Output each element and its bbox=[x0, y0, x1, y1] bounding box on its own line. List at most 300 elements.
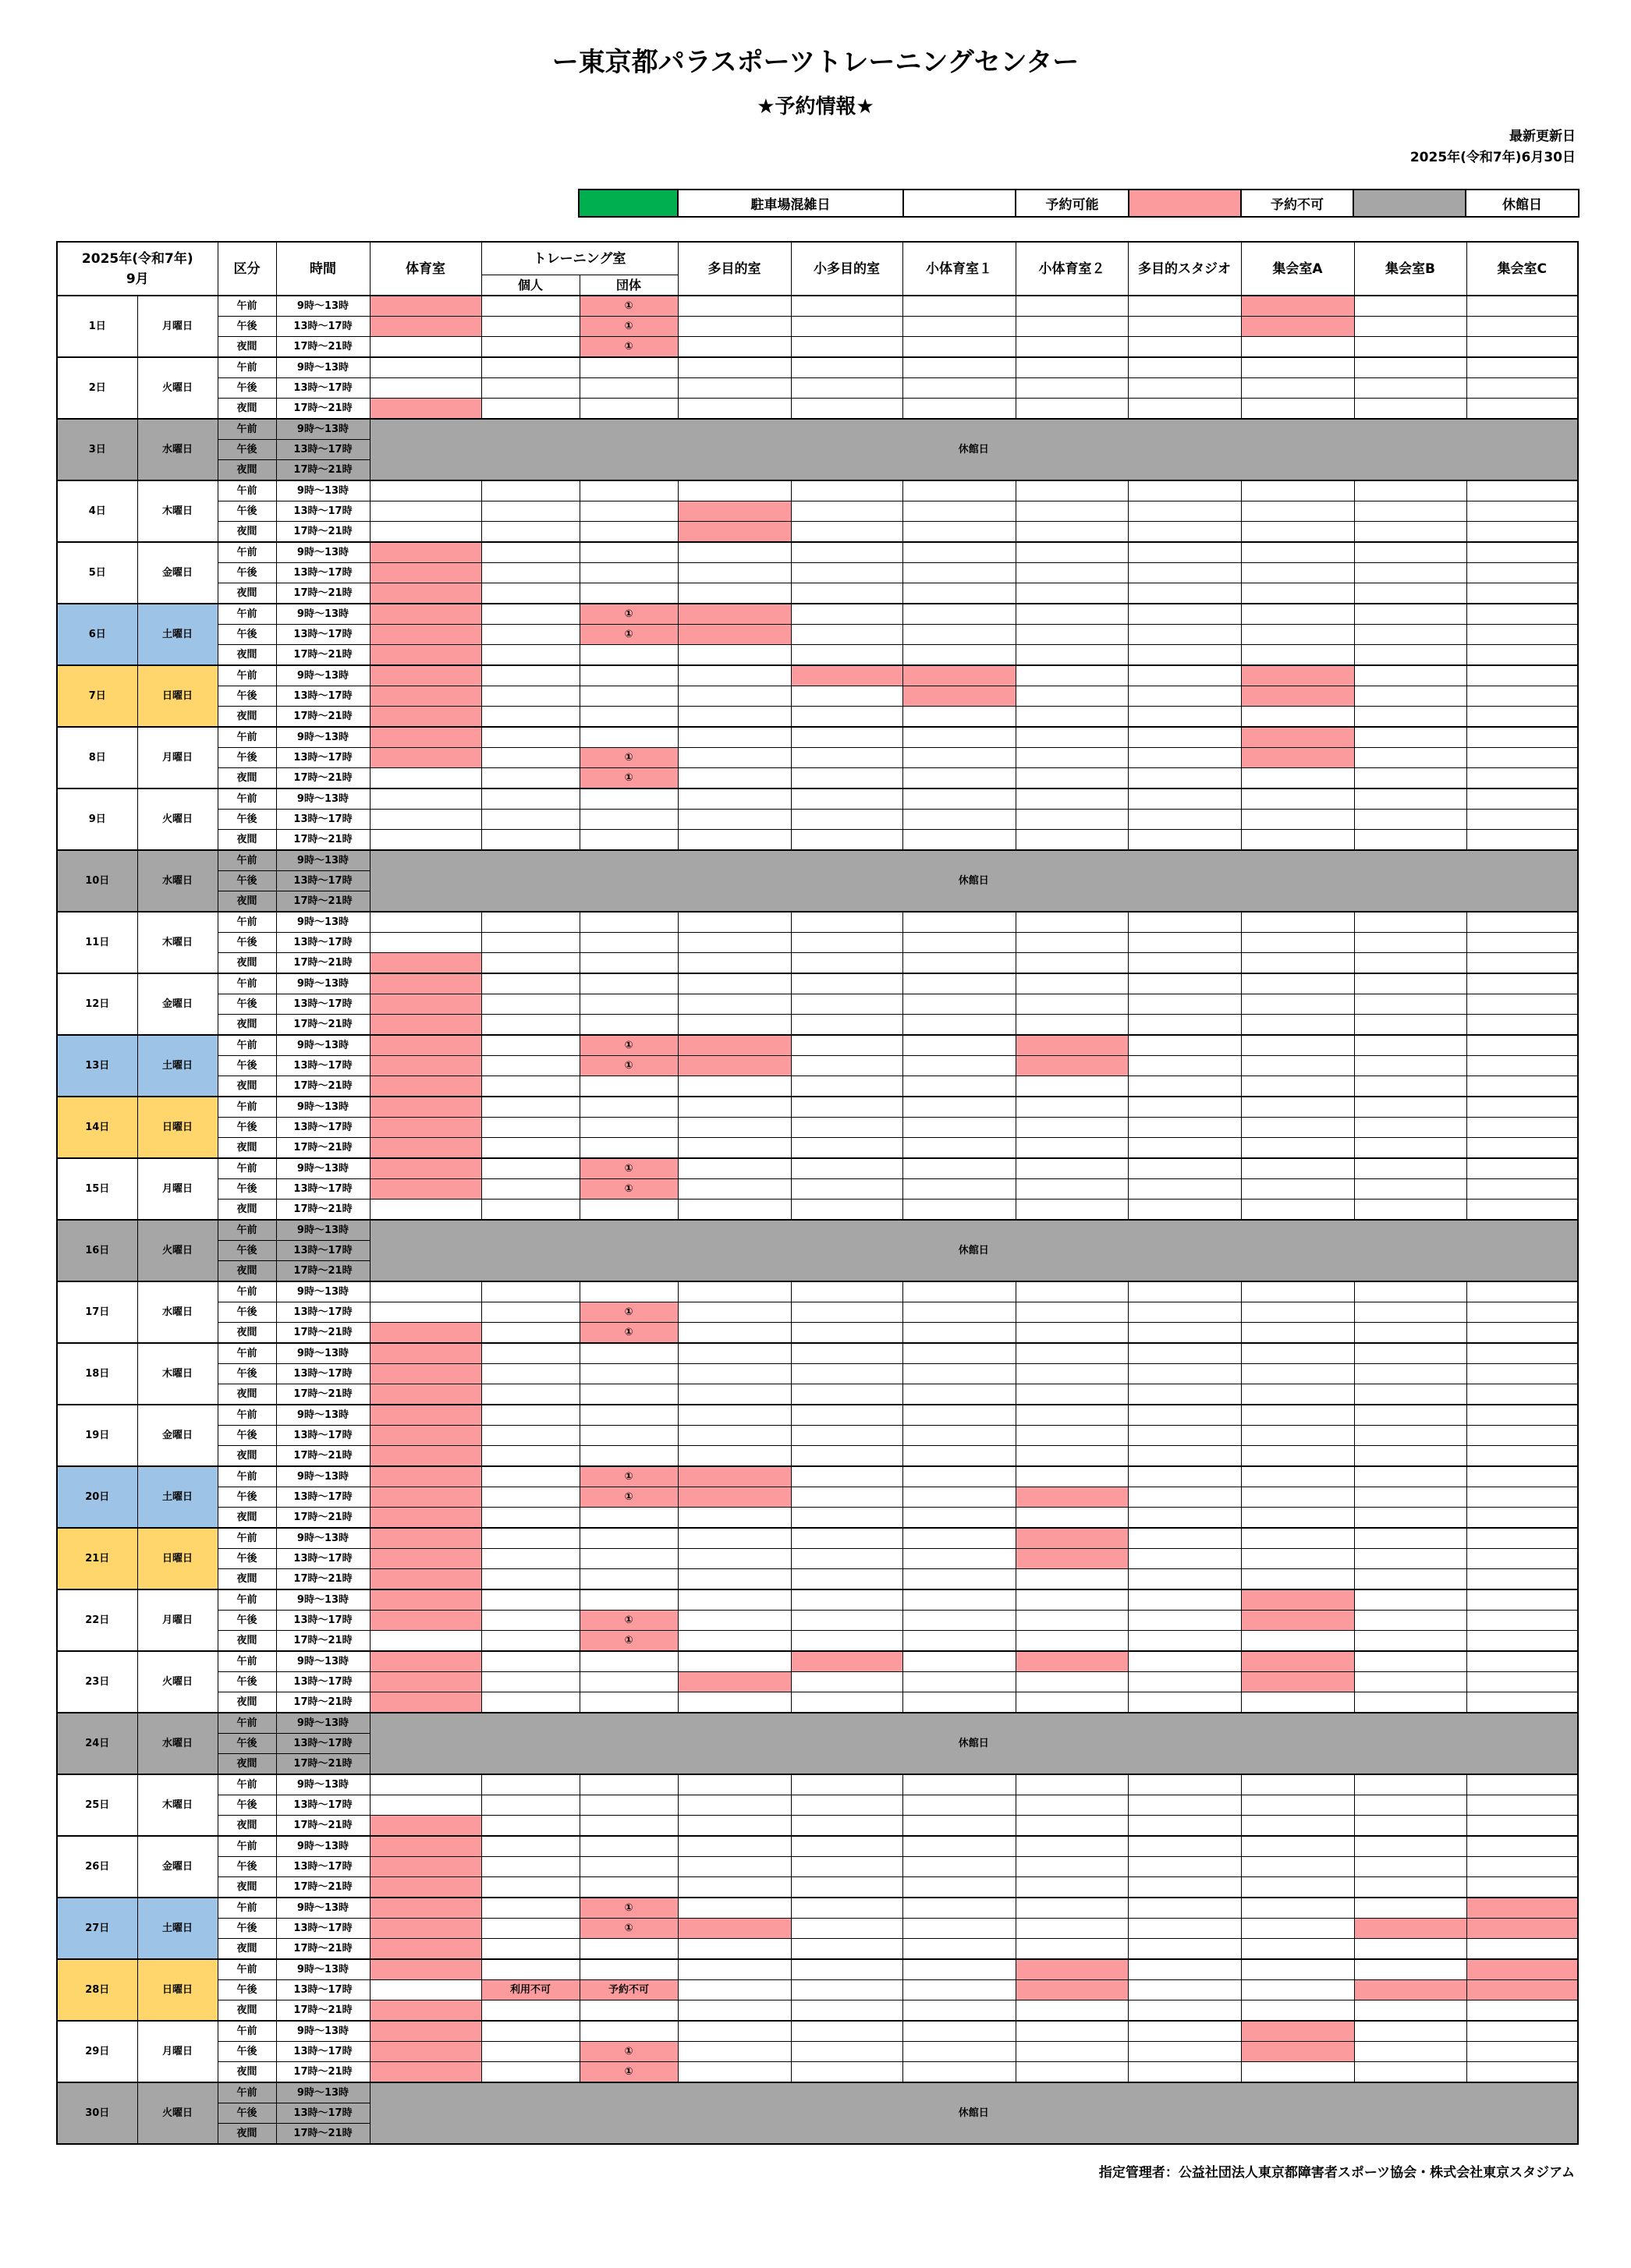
period-label: 夜間 bbox=[218, 1323, 276, 1344]
availability-cell bbox=[1241, 563, 1354, 583]
availability-cell bbox=[678, 1549, 791, 1569]
availability-cell bbox=[1016, 912, 1128, 933]
table-row bbox=[57, 2000, 1578, 2022]
availability-cell bbox=[678, 317, 791, 337]
availability-cell bbox=[902, 1919, 1016, 1939]
availability-cell bbox=[1128, 1384, 1241, 1405]
availability-cell bbox=[481, 1857, 580, 1877]
availability-cell bbox=[580, 830, 678, 851]
availability-cell bbox=[580, 2000, 678, 2022]
availability-cell bbox=[1241, 810, 1354, 830]
availability-cell bbox=[902, 1631, 1016, 1652]
availability-cell bbox=[370, 707, 481, 728]
availability-cell bbox=[481, 1692, 580, 1713]
availability-cell bbox=[791, 1939, 902, 1960]
availability-cell bbox=[791, 1980, 902, 2000]
month-header: 2025年(令和7年) 9月 bbox=[57, 242, 218, 296]
availability-cell bbox=[791, 1076, 902, 1097]
period-time: 17時～21時 bbox=[276, 1384, 370, 1405]
availability-cell bbox=[1016, 1138, 1128, 1159]
availability-cell bbox=[678, 1281, 791, 1302]
period-label: 夜間 bbox=[218, 1508, 276, 1529]
availability-cell bbox=[1466, 1097, 1578, 1118]
table-row bbox=[57, 2021, 1578, 2042]
period-label: 午前 bbox=[218, 1097, 276, 1118]
availability-cell bbox=[1016, 1836, 1128, 1857]
availability-cell bbox=[370, 542, 481, 563]
availability-cell bbox=[370, 912, 481, 933]
availability-cell bbox=[1241, 378, 1354, 399]
table-row bbox=[57, 1015, 1578, 1036]
availability-cell bbox=[370, 1076, 481, 1097]
availability-cell bbox=[370, 1035, 481, 1056]
table-row bbox=[57, 645, 1578, 666]
availability-cell bbox=[1354, 542, 1466, 563]
availability-cell bbox=[1466, 1302, 1578, 1323]
availability-cell bbox=[1354, 296, 1466, 317]
period-time: 13時～17時 bbox=[276, 501, 370, 522]
table-row bbox=[57, 1076, 1578, 1097]
reservation-table bbox=[56, 241, 1579, 2145]
availability-cell bbox=[1241, 1939, 1354, 1960]
period-time: 13時～17時 bbox=[276, 1487, 370, 1508]
availability-cell bbox=[678, 1426, 791, 1446]
availability-cell bbox=[1466, 1035, 1578, 1056]
period-label: 午前 bbox=[218, 1405, 276, 1426]
availability-cell bbox=[791, 830, 902, 851]
availability-cell bbox=[1016, 2062, 1128, 2083]
availability-cell bbox=[1466, 665, 1578, 686]
availability-cell bbox=[902, 933, 1016, 953]
period-label: 午後 bbox=[218, 1549, 276, 1569]
availability-cell bbox=[791, 1857, 902, 1877]
availability-cell bbox=[678, 1672, 791, 1692]
period-label: 午前 bbox=[218, 1836, 276, 1857]
availability-cell bbox=[791, 2021, 902, 2042]
table-row bbox=[57, 1138, 1578, 1159]
period-label: 夜間 bbox=[218, 645, 276, 666]
availability-cell bbox=[902, 830, 1016, 851]
availability-cell bbox=[1128, 1549, 1241, 1569]
availability-cell bbox=[580, 378, 678, 399]
availability-cell bbox=[1354, 1343, 1466, 1364]
availability-cell bbox=[1128, 1302, 1241, 1323]
availability-cell bbox=[1354, 912, 1466, 933]
table-row bbox=[57, 1877, 1578, 1898]
availability-cell bbox=[1016, 1035, 1128, 1056]
day-cell: 2日 bbox=[57, 357, 137, 419]
availability-cell bbox=[580, 1097, 678, 1118]
day-cell: 6日 bbox=[57, 604, 137, 665]
table-row bbox=[57, 933, 1578, 953]
period-time: 17時～21時 bbox=[276, 399, 370, 420]
table-row bbox=[57, 563, 1578, 583]
availability-cell bbox=[1354, 357, 1466, 378]
availability-cell bbox=[902, 686, 1016, 707]
weekday-cell: 月曜日 bbox=[137, 2021, 218, 2082]
availability-cell bbox=[580, 1795, 678, 1816]
availability-cell bbox=[791, 748, 902, 768]
availability-cell bbox=[1128, 748, 1241, 768]
availability-cell bbox=[1016, 1487, 1128, 1508]
availability-cell bbox=[370, 1549, 481, 1569]
day-cell: 8日 bbox=[57, 727, 137, 788]
weekday-cell: 水曜日 bbox=[137, 850, 218, 912]
weekday-cell: 水曜日 bbox=[137, 1713, 218, 1774]
availability-cell bbox=[1354, 1672, 1466, 1692]
availability-cell bbox=[481, 1898, 580, 1919]
availability-cell bbox=[1466, 1816, 1578, 1837]
availability-cell bbox=[580, 1343, 678, 1364]
availability-cell bbox=[1354, 768, 1466, 789]
availability-cell bbox=[1466, 1836, 1578, 1857]
availability-cell bbox=[1016, 583, 1128, 604]
availability-cell bbox=[1016, 1651, 1128, 1672]
availability-cell bbox=[1466, 645, 1578, 666]
availability-cell bbox=[580, 522, 678, 543]
availability-cell bbox=[902, 2062, 1016, 2083]
availability-cell: ① bbox=[580, 1179, 678, 1200]
availability-cell bbox=[580, 1877, 678, 1898]
availability-cell bbox=[1466, 1919, 1578, 1939]
availability-cell bbox=[1241, 953, 1354, 974]
availability-cell bbox=[902, 317, 1016, 337]
availability-cell bbox=[902, 1281, 1016, 1302]
period-label: 午前 bbox=[218, 1713, 276, 1734]
availability-cell bbox=[678, 2000, 791, 2022]
availability-cell bbox=[481, 317, 580, 337]
availability-cell bbox=[370, 522, 481, 543]
availability-cell bbox=[791, 1179, 902, 1200]
availability-cell bbox=[481, 1487, 580, 1508]
table-row bbox=[57, 1774, 1578, 1795]
availability-cell bbox=[1241, 1528, 1354, 1549]
availability-cell bbox=[1241, 1919, 1354, 1939]
footer-manager: 指定管理者：公益社団法人東京都障害者スポーツ協会・株式会社東京スタジアム bbox=[1098, 2165, 1575, 2181]
availability-cell bbox=[678, 748, 791, 768]
availability-cell bbox=[1016, 1672, 1128, 1692]
table-row bbox=[57, 1898, 1578, 1919]
availability-cell bbox=[902, 357, 1016, 378]
availability-cell bbox=[791, 953, 902, 974]
day-cell: 18日 bbox=[57, 1343, 137, 1405]
availability-cell bbox=[1354, 1631, 1466, 1652]
period-time: 13時～17時 bbox=[276, 1364, 370, 1384]
availability-cell bbox=[791, 1158, 902, 1179]
availability-cell bbox=[902, 1651, 1016, 1672]
availability-cell bbox=[1016, 1118, 1128, 1138]
availability-cell bbox=[1354, 953, 1466, 974]
period-time: 17時～21時 bbox=[276, 1939, 370, 1960]
availability-cell bbox=[1016, 810, 1128, 830]
period-time: 17時～21時 bbox=[276, 1446, 370, 1467]
availability-cell bbox=[1466, 1589, 1578, 1611]
period-time: 9時～13時 bbox=[276, 1035, 370, 1056]
weekday-cell: 木曜日 bbox=[137, 912, 218, 973]
availability-cell bbox=[481, 583, 580, 604]
availability-cell bbox=[1016, 1589, 1128, 1611]
availability-cell bbox=[1128, 296, 1241, 317]
availability-cell bbox=[1241, 1857, 1354, 1877]
availability-cell bbox=[1354, 1549, 1466, 1569]
table-row bbox=[57, 542, 1578, 563]
availability-cell bbox=[370, 583, 481, 604]
availability-cell bbox=[1241, 1651, 1354, 1672]
availability-cell bbox=[678, 707, 791, 728]
table-row bbox=[57, 2042, 1578, 2062]
period-label: 午後 bbox=[218, 317, 276, 337]
period-label: 午後 bbox=[218, 1426, 276, 1446]
availability-cell bbox=[1466, 1405, 1578, 1426]
availability-cell bbox=[1016, 994, 1128, 1015]
table-row bbox=[57, 625, 1578, 645]
availability-cell bbox=[791, 1056, 902, 1076]
legend-swatch-unavailable bbox=[1129, 190, 1241, 217]
availability-cell bbox=[1466, 1651, 1578, 1672]
availability-cell bbox=[370, 1097, 481, 1118]
updated-label: 最新更新日 bbox=[1509, 129, 1576, 144]
period-time: 9時～13時 bbox=[276, 2021, 370, 2042]
availability-cell bbox=[1016, 563, 1128, 583]
availability-cell bbox=[1354, 1589, 1466, 1611]
period-label: 午後 bbox=[218, 810, 276, 830]
page-title: ー東京都パラスポーツトレーニングセンター bbox=[551, 47, 1080, 78]
period-label: 午前 bbox=[218, 357, 276, 378]
availability-cell bbox=[902, 1323, 1016, 1344]
availability-cell bbox=[1128, 378, 1241, 399]
table-row bbox=[57, 727, 1578, 748]
availability-cell: ① bbox=[580, 625, 678, 645]
availability-cell bbox=[1241, 1816, 1354, 1837]
availability-cell bbox=[902, 810, 1016, 830]
availability-cell bbox=[1466, 1692, 1578, 1713]
availability-cell bbox=[1241, 830, 1354, 851]
period-time: 13時～17時 bbox=[276, 1611, 370, 1631]
availability-cell bbox=[481, 1138, 580, 1159]
availability-cell bbox=[1354, 563, 1466, 583]
availability-cell: ① bbox=[580, 2062, 678, 2083]
availability-cell bbox=[370, 1774, 481, 1795]
table-row bbox=[57, 1220, 1578, 1241]
availability-cell bbox=[1466, 1795, 1578, 1816]
period-time: 9時～13時 bbox=[276, 1589, 370, 1611]
availability-cell bbox=[1128, 1569, 1241, 1590]
training-group-header: 団体 bbox=[580, 275, 678, 296]
availability-cell bbox=[580, 563, 678, 583]
availability-cell bbox=[1128, 707, 1241, 728]
weekday-cell: 木曜日 bbox=[137, 1343, 218, 1405]
availability-cell bbox=[1128, 563, 1241, 583]
availability-cell bbox=[791, 399, 902, 420]
availability-cell bbox=[1016, 686, 1128, 707]
period-time: 13時～17時 bbox=[276, 1118, 370, 1138]
closed-day-banner: 休館日 bbox=[370, 1713, 1578, 1774]
availability-cell bbox=[1128, 830, 1241, 851]
availability-cell bbox=[791, 1405, 902, 1426]
period-label: 午前 bbox=[218, 296, 276, 317]
availability-cell bbox=[902, 912, 1016, 933]
day-cell: 1日 bbox=[57, 296, 137, 357]
period-time: 9時～13時 bbox=[276, 604, 370, 625]
availability-cell bbox=[791, 645, 902, 666]
availability-cell bbox=[370, 1405, 481, 1426]
availability-cell bbox=[678, 542, 791, 563]
availability-cell bbox=[678, 1589, 791, 1611]
availability-cell bbox=[481, 1200, 580, 1221]
period-time: 13時～17時 bbox=[276, 378, 370, 399]
availability-cell bbox=[902, 994, 1016, 1015]
period-label: 夜間 bbox=[218, 1569, 276, 1590]
availability-cell bbox=[1241, 1898, 1354, 1919]
period-time: 13時～17時 bbox=[276, 1734, 370, 1754]
availability-cell bbox=[481, 1651, 580, 1672]
availability-cell bbox=[902, 1795, 1016, 1816]
availability-cell bbox=[791, 788, 902, 810]
availability-cell bbox=[1354, 480, 1466, 501]
availability-cell bbox=[1241, 748, 1354, 768]
availability-cell bbox=[791, 1323, 902, 1344]
table-row bbox=[57, 788, 1578, 810]
availability-cell bbox=[1128, 1651, 1241, 1672]
period-label: 午前 bbox=[218, 1959, 276, 1980]
availability-cell bbox=[1354, 810, 1466, 830]
availability-cell bbox=[678, 1611, 791, 1631]
period-label: 夜間 bbox=[218, 1200, 276, 1221]
period-time: 13時～17時 bbox=[276, 563, 370, 583]
weekday-cell: 火曜日 bbox=[137, 1220, 218, 1281]
availability-cell bbox=[678, 665, 791, 686]
period-time: 17時～21時 bbox=[276, 1138, 370, 1159]
availability-cell bbox=[1241, 480, 1354, 501]
availability-cell bbox=[481, 1589, 580, 1611]
availability-cell bbox=[902, 1200, 1016, 1221]
availability-cell bbox=[1466, 1487, 1578, 1508]
availability-cell bbox=[1354, 2042, 1466, 2062]
availability-cell bbox=[1354, 933, 1466, 953]
availability-cell bbox=[902, 1097, 1016, 1118]
availability-cell bbox=[481, 953, 580, 974]
availability-cell bbox=[370, 625, 481, 645]
availability-cell bbox=[370, 768, 481, 789]
weekday-cell: 火曜日 bbox=[137, 788, 218, 850]
availability-cell bbox=[791, 2000, 902, 2022]
availability-cell bbox=[1354, 973, 1466, 994]
availability-cell bbox=[1354, 583, 1466, 604]
availability-cell bbox=[791, 1774, 902, 1795]
period-label: 夜間 bbox=[218, 1384, 276, 1405]
period-label: 夜間 bbox=[218, 830, 276, 851]
period-label: 午後 bbox=[218, 1672, 276, 1692]
availability-cell bbox=[370, 1426, 481, 1446]
availability-cell bbox=[1128, 522, 1241, 543]
table-row bbox=[57, 1466, 1578, 1487]
facility-header-gym: 体育室 bbox=[370, 242, 481, 296]
availability-cell bbox=[1466, 1158, 1578, 1179]
period-time: 13時～17時 bbox=[276, 1980, 370, 2000]
availability-cell bbox=[1241, 1343, 1354, 1364]
availability-cell bbox=[1128, 1487, 1241, 1508]
availability-cell bbox=[481, 1405, 580, 1426]
availability-cell bbox=[1128, 1015, 1241, 1036]
availability-cell bbox=[1016, 707, 1128, 728]
availability-cell bbox=[1466, 1466, 1578, 1487]
availability-cell bbox=[791, 1426, 902, 1446]
availability-cell bbox=[1016, 2021, 1128, 2042]
availability-cell bbox=[370, 399, 481, 420]
availability-cell bbox=[791, 1281, 902, 1302]
availability-cell bbox=[1466, 1426, 1578, 1446]
availability-cell bbox=[481, 337, 580, 358]
availability-cell bbox=[1241, 1959, 1354, 1980]
availability-cell bbox=[678, 1138, 791, 1159]
availability-cell bbox=[678, 1898, 791, 1919]
availability-cell bbox=[902, 1364, 1016, 1384]
period-label: 午前 bbox=[218, 1343, 276, 1364]
availability-cell bbox=[1128, 1611, 1241, 1631]
availability-cell bbox=[1466, 1877, 1578, 1898]
availability-cell bbox=[370, 1200, 481, 1221]
availability-cell bbox=[1241, 2042, 1354, 2062]
period-time: 9時～13時 bbox=[276, 1774, 370, 1795]
availability-cell bbox=[678, 604, 791, 625]
availability-cell bbox=[678, 1857, 791, 1877]
availability-cell bbox=[1128, 1528, 1241, 1549]
availability-cell bbox=[1016, 1281, 1128, 1302]
availability-cell bbox=[481, 1426, 580, 1446]
availability-cell bbox=[1241, 604, 1354, 625]
availability-cell bbox=[902, 399, 1016, 420]
table-row bbox=[57, 1816, 1578, 1837]
period-time: 13時～17時 bbox=[276, 994, 370, 1015]
day-cell: 28日 bbox=[57, 1959, 137, 2021]
availability-cell bbox=[902, 1015, 1016, 1036]
availability-cell bbox=[1128, 337, 1241, 358]
availability-cell bbox=[1128, 604, 1241, 625]
availability-cell bbox=[1241, 707, 1354, 728]
availability-cell bbox=[791, 296, 902, 317]
availability-cell bbox=[1466, 1179, 1578, 1200]
availability-cell bbox=[370, 1056, 481, 1076]
availability-cell bbox=[1128, 665, 1241, 686]
availability-cell bbox=[1466, 933, 1578, 953]
availability-cell bbox=[1241, 399, 1354, 420]
availability-cell bbox=[1128, 1426, 1241, 1446]
facility-header-meeting-b: 集会室B bbox=[1354, 242, 1466, 296]
availability-cell bbox=[1241, 1508, 1354, 1529]
period-time: 13時～17時 bbox=[276, 1795, 370, 1816]
table-row bbox=[57, 1651, 1578, 1672]
availability-cell bbox=[1466, 399, 1578, 420]
availability-cell: ① bbox=[580, 1466, 678, 1487]
availability-cell bbox=[370, 645, 481, 666]
weekday-cell: 火曜日 bbox=[137, 2082, 218, 2144]
availability-cell bbox=[1128, 1980, 1241, 2000]
period-time: 13時～17時 bbox=[276, 1919, 370, 1939]
legend-swatch-available bbox=[903, 190, 1016, 217]
availability-cell bbox=[481, 1774, 580, 1795]
availability-cell bbox=[1016, 1364, 1128, 1384]
availability-cell bbox=[481, 1364, 580, 1384]
period-label: 夜間 bbox=[218, 460, 276, 481]
availability-cell bbox=[1128, 583, 1241, 604]
availability-cell bbox=[1128, 1446, 1241, 1467]
table-row bbox=[57, 850, 1578, 871]
availability-cell bbox=[1016, 1877, 1128, 1898]
availability-cell bbox=[1354, 1302, 1466, 1323]
closed-day-banner: 休館日 bbox=[370, 1220, 1578, 1281]
availability-cell bbox=[1016, 1302, 1128, 1323]
availability-cell bbox=[791, 357, 902, 378]
